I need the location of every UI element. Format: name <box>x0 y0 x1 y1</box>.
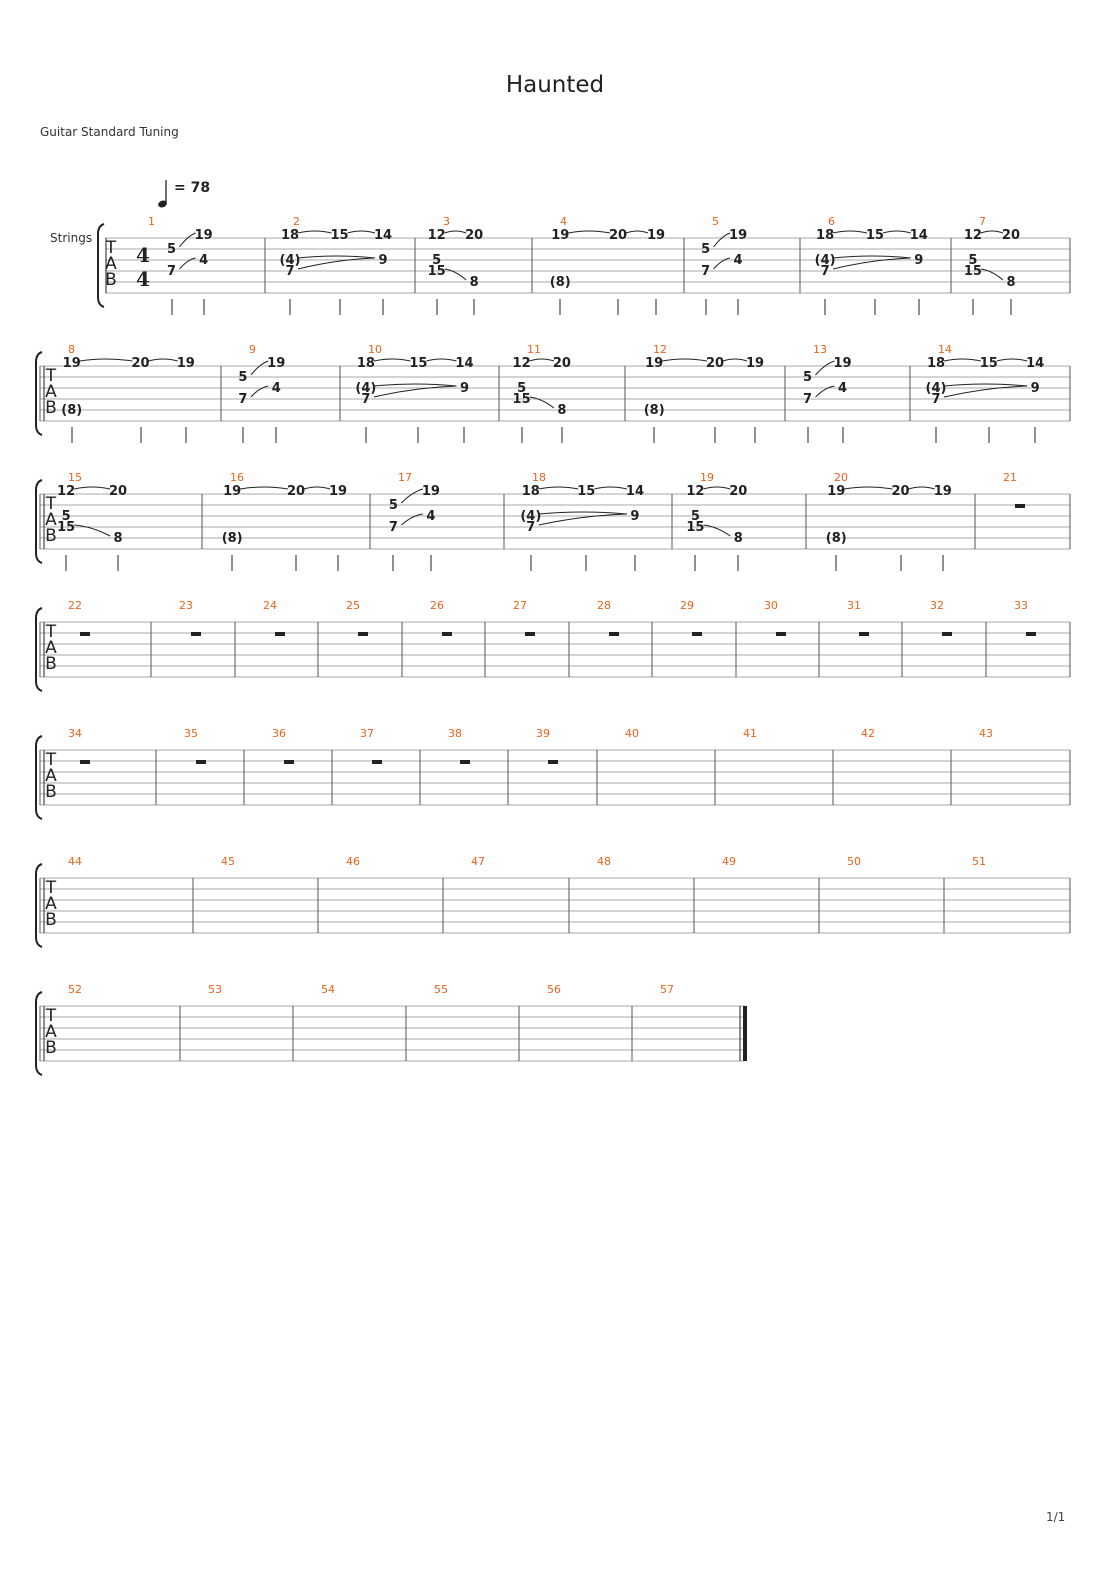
fret-number: 12 <box>427 228 446 243</box>
fret-number: 8 <box>1006 275 1016 290</box>
measure-number: 44 <box>68 855 82 868</box>
measure-number: 50 <box>847 855 861 868</box>
fret-number: (4) <box>814 253 836 268</box>
fret-number: 15 <box>865 228 884 243</box>
fret-number: 20 <box>705 356 725 371</box>
measure-number: 53 <box>208 983 222 996</box>
fret-number: 19 <box>194 228 213 243</box>
measure-number: 43 <box>979 727 993 740</box>
measure-number: 46 <box>346 855 360 868</box>
fret-number: 4 <box>733 253 743 268</box>
slur <box>833 256 911 258</box>
measure-number: 57 <box>660 983 674 996</box>
fret-number: (8) <box>221 531 243 546</box>
measure-number: 25 <box>346 599 360 612</box>
fret-number: 19 <box>176 356 195 371</box>
tab-clef-letter: T <box>45 494 57 514</box>
fret-number: 15 <box>57 520 76 535</box>
measure-number: 12 <box>653 343 667 356</box>
fret-number: 8 <box>469 275 479 290</box>
fret-number: 7 <box>388 520 398 535</box>
slur <box>833 231 867 233</box>
fret-number: 20 <box>286 484 306 499</box>
slur <box>723 359 747 361</box>
fret-number: (8) <box>825 531 847 546</box>
whole-rest <box>1015 504 1025 508</box>
fret-number: 12 <box>57 484 76 499</box>
slur <box>445 231 466 233</box>
fret-number: 7 <box>285 264 295 279</box>
slur <box>816 361 835 375</box>
fret-number: 15 <box>979 356 998 371</box>
slur <box>80 359 133 361</box>
fret-number: 19 <box>729 228 748 243</box>
measure-number: 13 <box>813 343 827 356</box>
slur <box>251 361 268 375</box>
measure-number: 26 <box>430 599 444 612</box>
measure-number: 5 <box>712 215 719 228</box>
whole-rest <box>1026 632 1036 636</box>
measure-number: 52 <box>68 983 82 996</box>
measure-number: 49 <box>722 855 736 868</box>
measure-number: 30 <box>764 599 778 612</box>
measure-number: 48 <box>597 855 611 868</box>
fret-number: 15 <box>577 484 596 499</box>
tab-clef-letter: T <box>45 622 57 642</box>
whole-rest <box>609 632 619 636</box>
fret-number: 5 <box>238 370 248 385</box>
fret-number: 8 <box>557 403 567 418</box>
tab-clef-letter: B <box>45 1038 57 1058</box>
fret-number: 12 <box>686 484 705 499</box>
fret-number: 20 <box>891 484 910 499</box>
measure-number: 55 <box>434 983 448 996</box>
tab-clef-letter: A <box>45 510 57 530</box>
whole-rest <box>80 760 90 764</box>
fret-number: 4 <box>426 509 436 524</box>
slur <box>530 359 554 361</box>
tab-clef-letter: A <box>45 382 57 402</box>
whole-rest <box>859 632 869 636</box>
slur <box>74 487 110 489</box>
slur <box>997 359 1027 361</box>
fret-number: 14 <box>909 228 928 243</box>
whole-rest <box>548 760 558 764</box>
slur <box>426 359 456 361</box>
tab-clef-letter: B <box>45 526 57 546</box>
fret-number: 18 <box>356 356 375 371</box>
fret-number: 19 <box>933 484 952 499</box>
slur <box>981 231 1003 233</box>
fret-number: 20 <box>729 484 748 499</box>
fret-number: 18 <box>816 228 835 243</box>
tab-clef-letter: B <box>45 782 57 802</box>
fret-number: (4) <box>279 253 301 268</box>
fret-number: (8) <box>61 403 83 418</box>
fret-number: (4) <box>355 381 377 396</box>
slur <box>149 359 178 361</box>
fret-number: 15 <box>427 264 446 279</box>
slur <box>594 487 627 489</box>
slur <box>909 487 935 489</box>
fret-number: 12 <box>512 356 531 371</box>
measure-number: 7 <box>979 215 986 228</box>
measure-number: 19 <box>700 471 714 484</box>
slur <box>539 487 578 489</box>
slur <box>298 231 332 233</box>
measure-number: 40 <box>625 727 639 740</box>
fret-number: 19 <box>833 356 852 371</box>
slur <box>844 487 892 489</box>
whole-rest <box>275 632 285 636</box>
fret-number: (4) <box>925 381 947 396</box>
measure-number: 51 <box>972 855 986 868</box>
whole-rest <box>460 760 470 764</box>
fret-number: 19 <box>645 356 664 371</box>
fret-number: 5 <box>690 509 700 524</box>
fret-number: 14 <box>1026 356 1045 371</box>
measure-number: 31 <box>847 599 861 612</box>
tuning-label: Guitar Standard Tuning <box>40 125 179 139</box>
whole-rest <box>358 632 368 636</box>
tab-clef-letter: T <box>105 238 117 258</box>
tab-clef-letter: A <box>45 638 57 658</box>
whole-rest <box>196 760 206 764</box>
measure-number: 2 <box>293 215 300 228</box>
measure-number: 29 <box>680 599 694 612</box>
fret-number: 20 <box>552 356 571 371</box>
fret-number: 5 <box>517 381 527 396</box>
measure-number: 28 <box>597 599 611 612</box>
fret-number: 18 <box>926 356 946 371</box>
fret-number: 7 <box>166 264 177 279</box>
fret-number: 7 <box>238 392 248 407</box>
tab-clef-letter: B <box>105 270 117 290</box>
slur <box>703 487 730 489</box>
slur <box>180 233 196 247</box>
fret-number: 9 <box>914 253 924 268</box>
fret-number: 19 <box>551 228 570 243</box>
measure-number: 21 <box>1003 471 1017 484</box>
measure-number: 37 <box>360 727 374 740</box>
whole-rest <box>525 632 535 636</box>
system-bracket <box>36 992 42 1075</box>
fret-number: 19 <box>328 484 348 499</box>
fret-number: 9 <box>630 509 640 524</box>
measure-number: 24 <box>263 599 277 612</box>
fret-number: 20 <box>108 484 128 499</box>
track-name: Strings <box>50 231 93 245</box>
fret-number: 5 <box>166 242 177 257</box>
measure-number: 54 <box>321 983 335 996</box>
slur <box>374 359 410 361</box>
fret-number: 15 <box>330 228 349 243</box>
tab-clef-letter: A <box>45 1022 57 1042</box>
tab-clef-letter: A <box>45 894 57 914</box>
tab-clef-letter: T <box>45 366 57 386</box>
slur <box>401 489 423 503</box>
measure-number: 15 <box>68 471 82 484</box>
slur <box>568 231 610 233</box>
tab-clef-letter: A <box>105 254 117 274</box>
measure-number: 38 <box>448 727 462 740</box>
measure-number: 32 <box>930 599 944 612</box>
system-bracket <box>98 224 104 307</box>
whole-rest <box>284 760 294 764</box>
fret-number: 15 <box>512 392 531 407</box>
fret-number: 7 <box>931 392 941 407</box>
fret-number: 7 <box>526 520 536 535</box>
fret-number: 5 <box>968 253 978 268</box>
tab-clef-letter: A <box>45 766 57 786</box>
whole-rest <box>80 632 90 636</box>
measure-number: 4 <box>560 215 567 228</box>
fret-number: 8 <box>113 531 123 546</box>
measure-number: 23 <box>179 599 193 612</box>
measure-number: 39 <box>536 727 550 740</box>
fret-number: 19 <box>267 356 286 371</box>
fret-number: 20 <box>465 228 484 243</box>
system-bracket <box>36 736 42 819</box>
fret-number: 9 <box>378 253 388 268</box>
measure-number: 11 <box>527 343 541 356</box>
fret-number: 19 <box>62 356 81 371</box>
slur <box>348 231 376 233</box>
slur <box>883 231 911 233</box>
measure-number: 56 <box>547 983 561 996</box>
fret-number: 5 <box>388 498 398 513</box>
tab-clef-letter: B <box>45 654 57 674</box>
fret-number: 7 <box>701 264 711 279</box>
fret-number: (8) <box>643 403 665 418</box>
fret-number: 5 <box>701 242 711 257</box>
fret-number: 8 <box>733 531 743 546</box>
system-bracket <box>36 352 42 435</box>
system-bracket <box>36 608 42 691</box>
fret-number: (8) <box>549 275 571 290</box>
fret-number: 7 <box>802 392 813 407</box>
slur <box>626 231 648 233</box>
fret-number: 7 <box>361 392 371 407</box>
fret-number: 15 <box>963 264 982 279</box>
slur <box>298 256 375 258</box>
fret-number: 14 <box>373 228 393 243</box>
fret-number: 14 <box>625 484 645 499</box>
whole-rest <box>442 632 452 636</box>
measure-number: 27 <box>513 599 527 612</box>
tab-clef-letter: T <box>45 1006 57 1026</box>
measure-number: 1 <box>148 215 155 228</box>
fret-number: 4 <box>199 253 209 268</box>
measure-number: 45 <box>221 855 235 868</box>
fret-number: 19 <box>421 484 440 499</box>
fret-number: 9 <box>1030 381 1040 396</box>
slur <box>304 487 330 489</box>
tempo-value: = 78 <box>174 180 211 196</box>
fret-number: 5 <box>432 253 442 268</box>
whole-rest <box>191 632 201 636</box>
measure-number: 35 <box>184 727 198 740</box>
measure-number: 22 <box>68 599 82 612</box>
slur <box>714 233 730 247</box>
tab-clef-letter: B <box>45 398 57 418</box>
fret-number: 18 <box>280 228 300 243</box>
fret-number: 15 <box>409 356 428 371</box>
measure-number: 14 <box>938 343 952 356</box>
measure-number: 41 <box>743 727 757 740</box>
slur <box>944 384 1027 386</box>
measure-number: 16 <box>230 471 244 484</box>
slur <box>374 384 457 386</box>
fret-number: 15 <box>686 520 705 535</box>
fret-number: 12 <box>963 228 982 243</box>
whole-rest <box>372 760 382 764</box>
measure-number: 18 <box>532 471 546 484</box>
fret-number: 5 <box>802 370 813 385</box>
fret-number: (4) <box>520 509 542 524</box>
tab-clef-letter: B <box>45 910 57 930</box>
measure-number: 3 <box>443 215 450 228</box>
system-bracket <box>36 480 42 563</box>
slur <box>944 359 981 361</box>
time-signature-bottom: 4 <box>136 267 150 291</box>
fret-number: 18 <box>521 484 540 499</box>
measure-number: 33 <box>1014 599 1028 612</box>
whole-rest <box>692 632 702 636</box>
slur <box>662 359 707 361</box>
fret-number: 4 <box>837 381 848 396</box>
measure-number: 9 <box>249 343 256 356</box>
fret-number: 4 <box>271 381 281 396</box>
fret-number: 14 <box>455 356 474 371</box>
slur <box>539 512 627 514</box>
time-signature-top: 4 <box>136 243 150 267</box>
fret-number: 7 <box>820 264 830 279</box>
measure-number: 10 <box>368 343 382 356</box>
fret-number: 19 <box>223 484 242 499</box>
fret-number: 5 <box>61 509 71 524</box>
tab-clef-letter: T <box>45 750 57 770</box>
page-number: 1/1 <box>1046 1510 1066 1524</box>
fret-number: 20 <box>1001 228 1021 243</box>
measure-number: 47 <box>471 855 485 868</box>
fret-number: 9 <box>459 381 470 396</box>
whole-rest <box>776 632 786 636</box>
slur <box>240 487 288 489</box>
fret-number: 19 <box>827 484 846 499</box>
measure-number: 36 <box>272 727 286 740</box>
fret-number: 20 <box>608 228 628 243</box>
measure-number: 6 <box>828 215 835 228</box>
tab-clef-letter: T <box>45 878 57 898</box>
measure-number: 34 <box>68 727 82 740</box>
fret-number: 19 <box>646 228 666 243</box>
measure-number: 42 <box>861 727 875 740</box>
fret-number: 20 <box>131 356 150 371</box>
system-bracket <box>36 864 42 947</box>
measure-number: 8 <box>68 343 75 356</box>
whole-rest <box>942 632 952 636</box>
fret-number: 19 <box>745 356 765 371</box>
measure-number: 17 <box>398 471 412 484</box>
song-title: Haunted <box>505 72 605 98</box>
measure-number: 20 <box>834 471 848 484</box>
